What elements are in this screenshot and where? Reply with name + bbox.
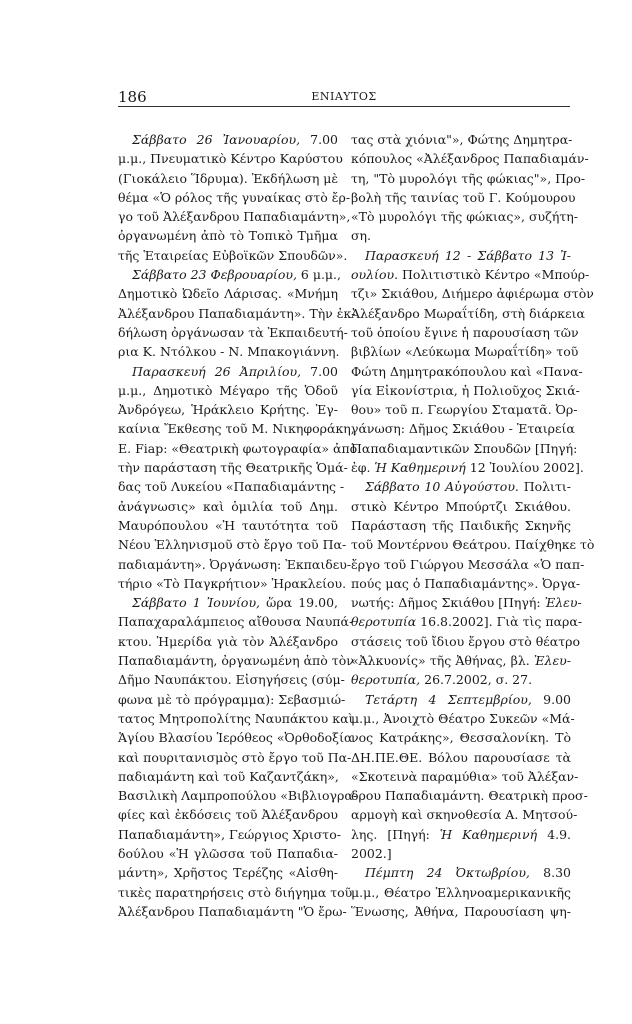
- italic-text: Παρασκευή 26 Ἀπριλίου,: [132, 363, 302, 379]
- text-line: [118, 362, 338, 381]
- text-line: [351, 651, 571, 670]
- text-run: 8.30: [529, 865, 571, 881]
- text-run: 12 Ἰουλίου 2002].: [465, 460, 584, 476]
- text-run: «Ἀλκυονίς» τῆς Ἀθήνας, βλ.: [351, 653, 534, 669]
- text-line: [351, 612, 583, 631]
- text-line: [351, 362, 583, 381]
- text-run: λης. [Πηγή:: [351, 826, 440, 842]
- text-line: [351, 670, 571, 689]
- text-line: [118, 574, 347, 593]
- text-line: [118, 149, 343, 168]
- text-run: Ἀνδρόγεω, Ἡράκλειο Κρήτης. Ἐγ-: [118, 402, 338, 418]
- text-run: παδιαμάντη καὶ τοῦ Καζαντζάκη»,: [118, 768, 339, 784]
- text-run: φίες καὶ ἐκδόσεις τοῦ Ἀλέξανδρου: [118, 807, 338, 823]
- text-run: τζι» Σκιάθου, Διήμερο ἀφιέρωμα στὸν: [351, 286, 594, 302]
- text-run: δούλου «Ἡ γλῶσσα τοῦ Παπαδια-: [118, 845, 338, 861]
- text-line: [118, 458, 348, 477]
- text-line: [118, 632, 338, 651]
- text-run: κτου. Ἡμερίδα γιὰ τὸν Ἀλέξανδρο: [118, 633, 338, 649]
- text-run: Ἀλέξανδρου Παπαδιαμάντη "Ὁ ἔρω-: [118, 903, 347, 919]
- text-line: [118, 284, 338, 303]
- text-line: [351, 574, 581, 593]
- text-line: [351, 265, 590, 284]
- text-line: [351, 728, 571, 747]
- text-line: [118, 169, 338, 188]
- italic-text: θεροτυπία: [351, 614, 417, 630]
- text-line: [118, 535, 347, 554]
- text-run: Παπαδιαμάντη», Γεώργιος Χριστο-: [118, 826, 341, 842]
- page-number: 186: [118, 88, 147, 106]
- text-line: [351, 304, 585, 323]
- text-line: [118, 439, 358, 458]
- text-run: Βασιλικὴ Λαμπροπούλου «Βιβλιογρα-: [118, 788, 357, 804]
- text-run: (Γιοκάλειο Ἵδρυμα). Ἐκδήλωση μὲ: [118, 170, 339, 186]
- text-line: [351, 805, 578, 824]
- italic-text: Ἐλευ-: [544, 595, 582, 611]
- text-line: [351, 863, 571, 882]
- text-run: μ.μ., Θέατρο Ἑλληνοαμερικανικῆς: [351, 884, 571, 900]
- text-run: Ἀλέξανδρο Μωραΐτίδη, στὴ διάρκεια: [351, 305, 585, 321]
- text-run: στικὸ Κέντρο Μπούρτζι Σκιάθου.: [351, 498, 571, 514]
- text-run: δρου Παπαδιαμάντη. Θεατρικὴ προσ-: [351, 788, 588, 804]
- text-line: [118, 497, 338, 516]
- text-run: γο τοῦ Ἀλέξανδρου Παπαδιαμάντη»,: [118, 209, 351, 225]
- text-line: [351, 786, 588, 805]
- text-line: [351, 458, 584, 477]
- text-run: παδιαμάντη». Ὀργάνωση: Ἐκπαιδευ-: [118, 556, 352, 572]
- italic-text: ουλίου.: [351, 267, 399, 283]
- text-line: [351, 825, 571, 844]
- text-run: Πολιτιστικὸ Κέντρο «Μπούρ-: [398, 267, 590, 283]
- text-line: [118, 805, 338, 824]
- text-run: 9.00: [531, 691, 571, 707]
- text-line: [118, 130, 338, 149]
- text-line: [118, 323, 348, 342]
- text-run: βολὴ τῆς ταινίας τοῦ Γ. Κούμουρου: [351, 189, 576, 205]
- text-line: [118, 188, 351, 207]
- text-run: γάνωση: Δῆμος Σκιάθου - Ἑταιρεία: [351, 421, 575, 437]
- text-run: Πολιτι-: [518, 479, 572, 495]
- text-line: [351, 555, 585, 574]
- text-run: ὥρα 19.00,: [260, 595, 338, 611]
- running-head: [118, 88, 570, 107]
- text-line: [351, 593, 582, 612]
- text-run: ΔΗ.ΠΕ.ΘΕ. Βόλου παρουσίασε τὰ: [351, 749, 571, 765]
- text-line: [118, 612, 354, 631]
- text-line: [118, 825, 341, 844]
- text-run: Παπαχαραλάμπειος αἴθουσα Ναυπά-: [118, 614, 354, 630]
- text-line: [351, 748, 571, 767]
- text-run: τοῦ ὁποίου ἔγινε ἡ παρουσίαση τῶν: [351, 324, 579, 340]
- text-run: ἐφ.: [351, 460, 375, 476]
- text-run: θου» τοῦ π. Γεωργίου Σταματᾶ. Ὀρ-: [351, 402, 578, 418]
- text-run: τοῦ Μοντέρνου Θεάτρου. Παίχθηκε τὸ: [351, 537, 595, 553]
- italic-text: Τετάρτη 4 Σεπτεμβρίου,: [365, 691, 532, 707]
- text-line: [351, 439, 578, 458]
- text-run: 7.00: [301, 363, 338, 379]
- text-line: [351, 535, 595, 554]
- text-line: [118, 767, 338, 786]
- text-run: βιβλίων «Λεύκωμα Μωραΐτίδη» τοῦ: [351, 344, 579, 360]
- italic-text: Σάββατο 23 Φεβρουαρίου,: [132, 267, 297, 283]
- text-run: Νέου Ἑλληνισμοῦ στὸ ἔργο τοῦ Πα-: [118, 537, 347, 553]
- text-line: [118, 516, 338, 535]
- text-run: Παράσταση τῆς Παιδικῆς Σκηνῆς: [351, 517, 571, 533]
- text-run: τατος Μητροπολίτης Ναυπάκτου καὶ: [118, 710, 354, 726]
- italic-text: Πέμπτη 24 Ὀκτωβρίου,: [365, 865, 530, 881]
- text-run: μάντη», Χρῆστος Τερέζης «Αἰσθη-: [118, 865, 338, 881]
- text-run: φωνα μὲ τὸ πρόγραμμα): Σεβασμιώ-: [118, 691, 346, 707]
- text-run: τήριο «Τὸ Παγκρήτιον» Ἡρακλείου.: [118, 575, 347, 591]
- text-line: [351, 902, 571, 921]
- text-line: [118, 748, 352, 767]
- text-run: πούς μας ὁ Παπαδιαμάντης». Ὀργα-: [351, 575, 581, 591]
- text-line: [351, 149, 589, 168]
- text-line: [351, 400, 578, 419]
- running-title: ΕΝΙΑΥΤΟΣ: [311, 90, 377, 103]
- italic-text: Ἐλευ-: [533, 653, 571, 669]
- italic-text: Σάββατο 1 Ἰουνίου,: [132, 595, 261, 611]
- text-line: [351, 323, 579, 342]
- text-line: [351, 342, 579, 361]
- text-run: γία Εἰκονίστρια, ἡ Πολιοῦχος Σκιά-: [351, 382, 580, 398]
- text-line: [351, 188, 576, 207]
- text-line: [118, 863, 338, 882]
- text-line: [118, 226, 338, 245]
- text-run: Ἀλέξανδρου Παπαδιαμάντη». Τὴν ἐκ-: [118, 305, 356, 321]
- text-line: [118, 709, 354, 728]
- text-run: μ.μ., Δημοτικὸ Μέγαρο τῆς Ὁδοῦ: [118, 382, 338, 398]
- text-run: ὀργανωμένη ἀπὸ τὸ Τοπικὸ Τμῆμα: [118, 228, 338, 244]
- text-run: νος Κατράκης», Θεσσαλονίκη. Τὸ: [351, 730, 571, 746]
- text-run: δήλωση ὀργάνωσαν τὰ Ἐκπαιδευτή-: [118, 324, 348, 340]
- text-line: [118, 477, 345, 496]
- text-run: 16.8.2002]. Γιὰ τὶς παρα-: [416, 614, 583, 630]
- text-line: [351, 767, 579, 786]
- text-line: [351, 246, 571, 265]
- text-run: νωτής: Δῆμος Σκιάθου [Πηγή:: [351, 595, 545, 611]
- text-line: [118, 381, 338, 400]
- text-run: Ἁγίου Βλασίου Ἱερόθεος «Ὀρθοδοξία: [118, 730, 353, 746]
- text-line: [118, 400, 338, 419]
- text-line: [351, 477, 571, 496]
- text-line: [118, 246, 348, 265]
- text-run: 6 μ.μ.,: [296, 267, 341, 283]
- text-run: 2002.]: [351, 845, 392, 861]
- text-run: αρμογὴ καὶ σκηνοθεσία Α. Μητσού-: [351, 807, 578, 823]
- italic-text: Σάββατο 10 Αὐγούστου.: [365, 479, 519, 495]
- text-line: [351, 130, 571, 149]
- text-run: Παπαδιαμαντικῶν Σπουδῶν [Πηγή:: [351, 440, 578, 456]
- text-line: [351, 844, 571, 863]
- italic-text: θεροτυπία,: [351, 672, 421, 688]
- text-line: [351, 883, 571, 902]
- text-line: [118, 786, 357, 805]
- text-line: [118, 265, 341, 284]
- text-run: ρια Κ. Ντόλκου - Ν. Μπακογιάννη.: [118, 344, 340, 360]
- text-line: [351, 169, 586, 188]
- text-line: [118, 902, 347, 921]
- text-run: θέμα «Ὁ ρόλος τῆς γυναίκας στὸ ἔρ-: [118, 189, 351, 205]
- text-run: Δημοτικὸ Ὠδεῖο Λάρισας. «Μνήμη: [118, 286, 338, 302]
- text-run: τας στὰ χιόνια"», Φώτης Δημητρα-: [351, 132, 573, 147]
- text-run: καίνια Ἔκθεσης τοῦ Μ. Νικηφοράκη,: [118, 421, 355, 437]
- text-line: [118, 883, 353, 902]
- text-line: [118, 651, 354, 670]
- text-line: [118, 670, 345, 689]
- right-text-column: [351, 130, 595, 921]
- text-line: [118, 304, 356, 323]
- text-run: τικὲς παρατηρήσεις στὸ διήγημα τοῦ: [118, 884, 353, 900]
- text-run: Παπαδιαμάντη, ὀργανωμένη ἀπὸ τὸν: [118, 653, 354, 669]
- text-line: [351, 632, 581, 651]
- text-run: μ.μ., Ἀνοιχτὸ Θέατρο Συκεῶν «Μά-: [351, 710, 575, 726]
- text-run: στάσεις τοῦ ἴδιου ἔργου στὸ θέατρο: [351, 633, 581, 649]
- text-line: [351, 516, 571, 535]
- text-run: τη, "Τὸ μυρολόγι τῆς φώκιας"», Προ-: [351, 170, 586, 186]
- text-line: [118, 690, 346, 709]
- text-run: τῆς Ἑταιρείας Εὐβοϊκῶν Σπουδῶν».: [118, 247, 348, 263]
- text-run: Μαυρόπουλου «Ἡ ταυτότητα τοῦ: [118, 517, 338, 533]
- text-run: ση.: [351, 228, 371, 244]
- text-line: [351, 497, 571, 516]
- text-line: [118, 419, 355, 438]
- text-run: «Σκοτεινὰ παραμύθια» τοῦ Ἀλέξαν-: [351, 768, 579, 784]
- text-run: «Τὸ μυρολόγι τῆς φώκιας», συζήτη-: [351, 209, 578, 225]
- italic-text: Παρασκευή 12 - Σάββατο 13 Ἰ-: [365, 247, 571, 263]
- text-line: [118, 844, 338, 863]
- text-run: E. Fiap: «Θεατρικὴ φωτογραφία» ἀπὸ: [118, 440, 358, 456]
- text-run: Δῆμο Ναυπάκτου. Εἰσηγήσεις (σύμ-: [118, 672, 345, 688]
- text-line: [351, 419, 575, 438]
- text-line: [351, 207, 578, 226]
- text-run: Ἕνωσης, Ἀθήνα, Παρουσίαση ψη-: [351, 903, 571, 919]
- left-text-column: [118, 130, 358, 921]
- text-run: Φώτη Δημητρακόπουλου καὶ «Πανα-: [351, 363, 583, 379]
- italic-text: Ἡ Καθημερινή: [439, 826, 538, 842]
- italic-text: Σάββατο 26 Ἰανουαρίου,: [132, 132, 301, 147]
- text-run: 7.00: [300, 132, 338, 147]
- text-line: [351, 284, 594, 303]
- text-run: ἔργο τοῦ Γιώργου Μεσσάλα «Ὁ παπ-: [351, 556, 585, 572]
- text-run: μ.μ., Πνευματικὸ Κέντρο Καρύστου: [118, 151, 343, 167]
- text-run: κόπουλος «Ἀλέξανδρος Παπαδιαμάν-: [351, 151, 589, 167]
- text-run: 4.9.: [537, 826, 571, 842]
- text-line: [118, 342, 338, 361]
- text-run: 26.7.2002, σ. 27.: [420, 672, 533, 688]
- text-line: [118, 728, 353, 747]
- text-line: [118, 207, 351, 226]
- text-line: [351, 381, 580, 400]
- italic-text: Ἡ Καθημερινή: [374, 460, 466, 476]
- text-line: [351, 226, 571, 245]
- text-run: τὴν παράσταση τῆς Θεατρικῆς Ὁμά-: [118, 460, 348, 476]
- text-line: [351, 690, 571, 709]
- text-line: [118, 555, 352, 574]
- text-line: [351, 709, 575, 728]
- text-run: καὶ πουριτανισμὸς στὸ ἔργο τοῦ Πα-: [118, 749, 352, 765]
- text-line: [118, 593, 338, 612]
- text-run: δας τοῦ Λυκείου «Παπαδιαμάντης -: [118, 479, 345, 495]
- text-run: ἀνάγνωσις» καὶ ὁμιλία τοῦ Δημ.: [118, 498, 338, 514]
